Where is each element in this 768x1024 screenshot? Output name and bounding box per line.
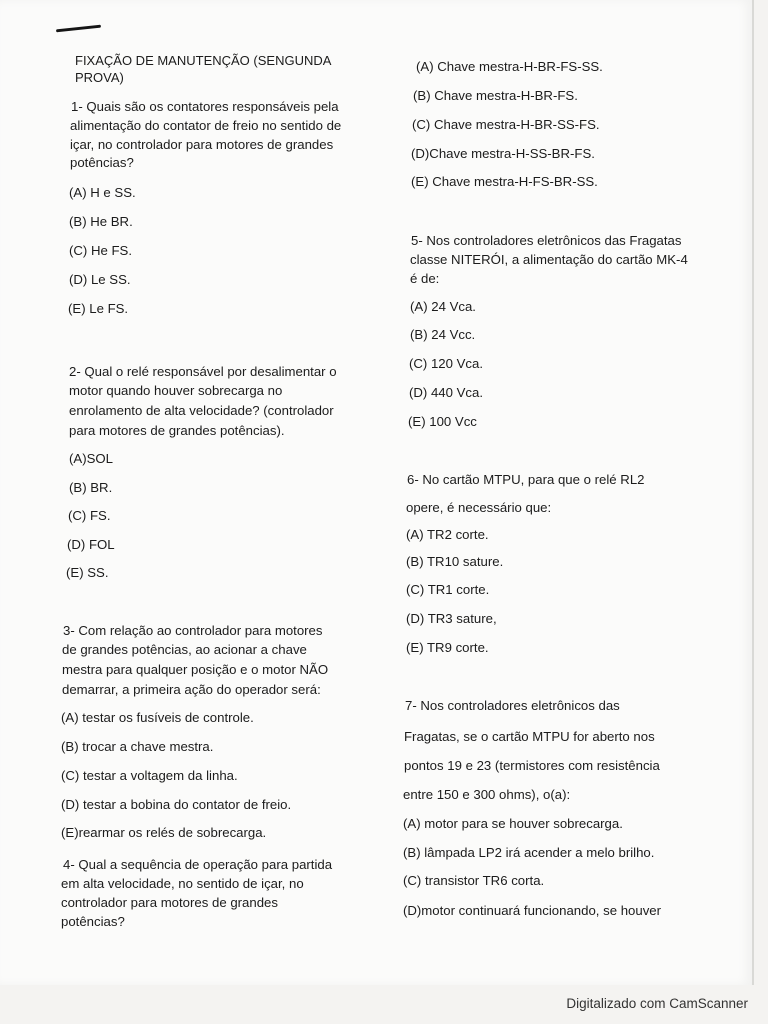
q2-option: (E) SS. [66, 565, 109, 580]
q2-text: 2- Qual o relé responsável por desalimentar o [69, 364, 337, 379]
q5-option: (B) 24 Vcc. [410, 327, 476, 342]
q2-text: motor quando houver sobrecarga no [69, 383, 283, 398]
q5-text: classe NITERÓI, a alimentação do cartão MK-4 [410, 252, 688, 267]
q7-text: entre 150 e 300 ohms), o(a): [403, 787, 571, 802]
q4-option: (D)Chave mestra-H-SS-BR-FS. [411, 146, 595, 161]
q2-option: (B) BR. [69, 480, 113, 495]
q3-option: (E)rearmar os relés de sobrecarga. [61, 825, 267, 840]
q6-text: opere, é necessário que: [406, 500, 552, 515]
q4-option: (E) Chave mestra-H-FS-BR-SS. [411, 174, 598, 189]
q6-option: (C) TR1 corte. [406, 582, 490, 597]
q3-option: (B) trocar a chave mestra. [61, 739, 214, 754]
q1-text: içar, no controlador para motores de grandes [70, 137, 334, 152]
q7-text: pontos 19 e 23 (termistores com resistência [404, 758, 660, 773]
q2-option: (C) FS. [68, 508, 111, 523]
q7-text: Fragatas, se o cartão MTPU for aberto nos [404, 729, 655, 744]
q2-option: (A)SOL [69, 451, 113, 466]
q6-option: (A) TR2 corte. [406, 527, 489, 542]
q1-option: (D) Le SS. [69, 272, 131, 287]
q4-option: (C) Chave mestra-H-BR-SS-FS. [412, 117, 600, 132]
q5-text: 5- Nos controladores eletrônicos das Fragatas [411, 233, 682, 248]
q4-option: (B) Chave mestra-H-BR-FS. [413, 88, 578, 103]
q3-text: de grandes potências, ao acionar a chave [62, 642, 307, 657]
q5-option: (E) 100 Vcc [408, 414, 477, 429]
q1-option: (B) He BR. [69, 214, 133, 229]
q1-text: alimentação do contator de freio no sentido de [70, 118, 342, 133]
q5-option: (D) 440 Vca. [409, 385, 484, 400]
q6-text: 6- No cartão MTPU, para que o relé RL2 [407, 472, 645, 487]
q3-text: mestra para qualquer posição e o motor NÃO [62, 662, 329, 677]
q7-option: (A) motor para se houver sobrecarga. [403, 816, 623, 831]
q2-option: (D) FOL [67, 537, 115, 552]
q2-text: enrolamento de alta velocidade? (controlador [69, 403, 334, 418]
q1-text: potências? [70, 155, 134, 170]
q6-option: (B) TR10 sature. [406, 554, 504, 569]
q3-option: (C) testar a voltagem da linha. [61, 768, 238, 783]
q1-option: (E) Le FS. [68, 301, 129, 316]
q3-text: 3- Com relação ao controlador para motores [63, 623, 323, 638]
q7-option: (B) lâmpada LP2 irá acender a melo brilho. [403, 845, 655, 860]
q7-text: 7- Nos controladores eletrônicos das [405, 698, 620, 713]
q3-option: (A) testar os fusíveis de controle. [61, 710, 254, 725]
q6-option: (D) TR3 sature, [406, 611, 497, 626]
q4-text: 4- Qual a sequência de operação para partida [63, 857, 333, 872]
camscanner-watermark: Digitalizado com CamScanner [566, 996, 748, 1011]
q1-option: (A) H e SS. [69, 185, 136, 200]
q2-text: para motores de grandes potências). [69, 423, 285, 438]
pen-mark [56, 25, 101, 33]
q5-option: (C) 120 Vca. [409, 356, 484, 371]
q1-option: (C) He FS. [69, 243, 133, 258]
q3-text: demarrar, a primeira ação do operador será: [62, 682, 321, 697]
q3-option: (D) testar a bobina do contator de freio. [61, 797, 292, 812]
q5-option: (A) 24 Vca. [410, 299, 476, 314]
title-line-1: FIXAÇÃO DE MANUTENÇÃO (SENGUNDA [75, 53, 332, 68]
q7-option: (C) transistor TR6 corta. [403, 873, 545, 888]
q7-option: (D)motor continuará funcionando, se houver [403, 903, 662, 918]
q4-text: em alta velocidade, no sentido de içar, no [61, 876, 304, 891]
q4-option: (A) Chave mestra-H-BR-FS-SS. [416, 59, 603, 74]
q4-text: potências? [61, 914, 125, 929]
q5-text: é de: [410, 271, 440, 286]
q1-text: 1- Quais são os contatores responsáveis pela [71, 99, 339, 114]
title-line-2: PROVA) [75, 70, 124, 85]
q6-option: (E) TR9 corte. [406, 640, 489, 655]
q4-text: controlador para motores de grandes [61, 895, 278, 910]
